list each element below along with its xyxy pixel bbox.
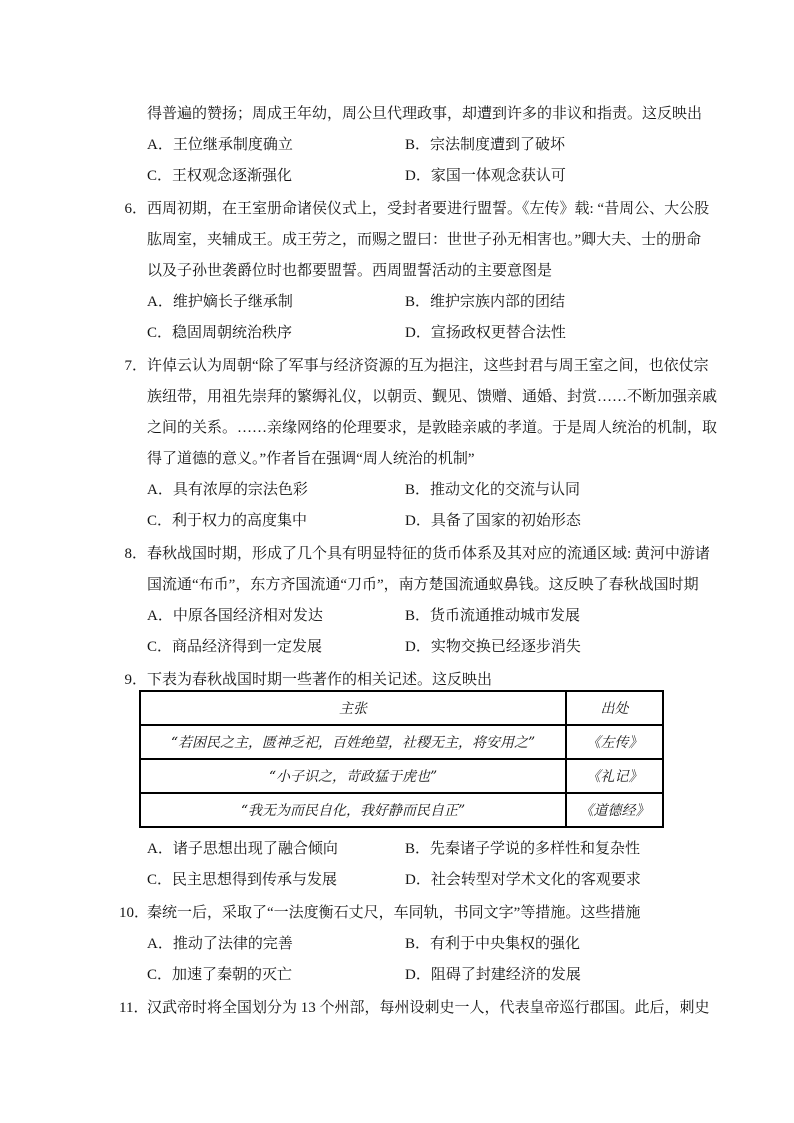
question-stem-line: 以及子孙世袭爵位时也都要盟誓。西周盟誓活动的主要意图是 [147,263,553,279]
question-number: 9． [124,672,147,688]
stem-text: 下表为春秋战国时期一些著作的相关记述。这反映出 [147,672,493,688]
question-stem-line: 肱周室，夹辅成王。成王劳之，而赐之盟曰：世世子孙无相害也。”卿大夫、士的册命 [147,232,702,248]
question-number: 11． [119,1000,149,1016]
table-header-row [140,691,663,725]
options-row [0,865,794,896]
question-stem-line: 国流通“布币”，东方齐国流通“刀币”，南方楚国流通蚁鼻钱。这反映了春秋战国时期 [147,577,699,593]
option-c: C．民主思想得到传承与发展 [147,872,338,888]
table-header-claim: 主张 [140,691,566,725]
option-a: A．维护嫡长子继承制 [147,294,293,310]
question-10 [0,898,794,991]
table-cell-claim: “小子识之，苛政猛于虎也” [140,759,566,793]
option-c: C．利于权力的高度集中 [147,513,308,529]
question-stem-line: 族纽带，用祖先崇拜的繁缛礼仪，以朝贡、觐见、馈赠、通婚、封赏……不断加强亲戚 [147,389,718,405]
question-stem-line [0,898,794,929]
table-cell-claim: “我无为而民自化，我好静而民自正” [140,793,566,827]
options-row [0,834,794,865]
option-b: B．货币流通推动城市发展 [405,608,581,624]
option-c: C．加速了秦朝的灭亡 [147,967,293,983]
option-d: D．家国一体观念获认可 [405,168,566,184]
option-b: B．先秦诸子学说的多样性和复杂性 [405,841,641,857]
question-stem-line: 之间的关系。……亲缘网络的伦理要求，是敦睦亲戚的孝道。于是周人统治的机制，取 [147,420,718,436]
option-a: A．诸子思想出现了融合倾向 [147,841,338,857]
option-a: A．具有浓厚的宗法色彩 [147,482,308,498]
question-stem-line [0,665,794,696]
stem-text: 西周初期，在王室册命诸侯仪式上，受封者要进行盟誓。《左传》载: “昔周公、大公股 [147,201,710,217]
table-header-source: 出处 [566,691,663,725]
options-row [0,601,794,632]
table-cell-source: 《礼记》 [566,759,663,793]
question-8 [0,539,794,663]
option-b: B．宗法制度遭到了破坏 [405,137,566,153]
question-6 [0,194,794,349]
stem-text: 春秋战国时期，形成了几个具有明显特征的货币体系及其对应的流通区域: 黄河中游诸 [147,546,710,562]
options-row [0,929,794,960]
option-d: D．具备了国家的初始形态 [405,513,581,529]
options-row [0,632,794,663]
question-9 [0,665,794,896]
question-number: 10． [119,905,150,921]
options-row [0,475,794,506]
question-stem-line [0,194,794,225]
question-stem-line [0,351,794,382]
option-c: C．王权观念逐渐强化 [147,168,293,184]
options-row [0,318,794,349]
option-d: D．宣扬政权更替合法性 [405,325,566,341]
sources-table [139,690,664,828]
option-b: B．维护宗族内部的团结 [405,294,566,310]
options-row [0,130,794,161]
option-b: B．推动文化的交流与认同 [405,482,581,498]
question-number: 7． [124,358,147,374]
option-a: A．中原各国经济相对发达 [147,608,323,624]
table-cell-claim: “若困民之主，匮神乏祀，百姓绝望，社稷无主，将安用之” [140,725,566,759]
options-row [0,506,794,537]
option-a: A．王位继承制度确立 [147,137,293,153]
question-stem-line: 得了道德的意义。”作者旨在强调“周人统治的机制” [147,451,475,467]
option-a: A．推动了法律的完善 [147,936,293,952]
table-cell-source: 《左传》 [566,725,663,759]
question-stem-line [0,993,794,1024]
option-c: C．稳固周朝统治秩序 [147,325,293,341]
options-row [0,161,794,192]
options-row [0,287,794,318]
option-d: D．实物交换已经逐步消失 [405,639,581,655]
option-c: C．商品经济得到一定发展 [147,639,323,655]
stem-text: 许倬云认为周朝“除了军事与经济资源的互为挹注，这些封君与周王室之间，也依仗宗 [147,358,709,374]
stem-text: 秦统一后，采取了“一法度衡石丈尺，车同轨，书同文字”等措施。这些措施 [147,905,641,921]
question-5-continuation [0,99,794,192]
table-row [140,725,663,759]
question-number: 6． [124,201,147,217]
table-row [140,759,663,793]
option-b: B．有利于中央集权的强化 [405,936,581,952]
question-7 [0,351,794,537]
question-number: 8． [124,546,147,562]
option-d: D．阻碍了封建经济的发展 [405,967,581,983]
option-d: D．社会转型对学术文化的客观要求 [405,872,641,888]
question-11 [0,993,794,1024]
table-cell-source: 《道德经》 [566,793,663,827]
stem-text: 汉武帝时将全国划分为 13 个州部，每州设刺史一人，代表皇帝巡行郡国。此后，刺史 [147,1000,710,1016]
question-stem-line: 得普遍的赞扬；周成王年幼，周公旦代理政事，却遭到许多的非议和指责。这反映出 [147,106,703,122]
question-stem-line [0,539,794,570]
options-row [0,960,794,991]
table-row [140,793,663,827]
